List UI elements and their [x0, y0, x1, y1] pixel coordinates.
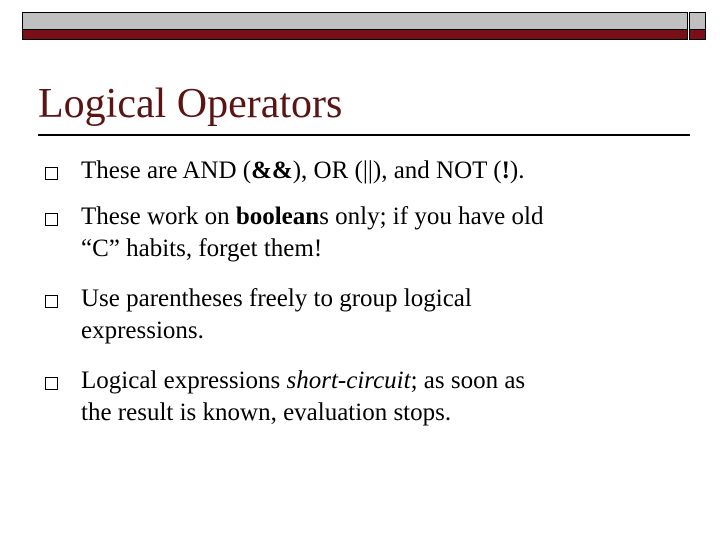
bold-text: ! — [501, 157, 510, 184]
text-run: s only; if you have old — [319, 203, 544, 230]
hollow-square-bullet-icon — [45, 377, 58, 390]
text-run: ). — [509, 157, 525, 184]
hollow-square-bullet-icon — [45, 167, 58, 180]
bullet-text — [81, 283, 701, 347]
bullet-text-line — [81, 365, 701, 397]
italic-text: short-circuit — [286, 367, 411, 394]
text-run: “C” habits, forget them! — [81, 235, 323, 262]
bullet-text-line — [81, 283, 701, 315]
header-corner-block-top — [689, 12, 706, 30]
text-run: ; as soon as — [410, 367, 526, 394]
header-band-light — [22, 12, 688, 30]
text-run: the result is known, evaluation stops. — [81, 399, 452, 426]
bullet-text-line — [81, 233, 701, 265]
hollow-square-bullet-icon — [45, 295, 58, 308]
slide-title: Logical Operators — [38, 81, 343, 127]
text-run: Use parentheses freely to group logical — [81, 285, 472, 312]
text-run: These work on — [81, 203, 236, 230]
bullet-text-line — [81, 201, 701, 233]
bullet-text — [81, 365, 701, 429]
bullet-text-line — [81, 155, 701, 187]
hollow-square-bullet-icon — [45, 213, 58, 226]
bullet-text-line — [81, 315, 701, 347]
bullet-text — [81, 155, 701, 187]
title-underline — [38, 134, 690, 136]
header-band-dark — [22, 29, 688, 40]
text-run: expressions. — [81, 317, 204, 344]
text-run: Logical expressions — [81, 367, 287, 394]
bullet-text-line — [81, 397, 701, 429]
header-corner-block-bottom — [689, 29, 706, 40]
bold-text: && — [251, 157, 293, 184]
bullet-text — [81, 201, 701, 265]
bold-text: boolean — [235, 203, 320, 230]
text-run: ), OR (||), and NOT ( — [292, 157, 502, 184]
text-run: These are AND ( — [81, 157, 252, 184]
